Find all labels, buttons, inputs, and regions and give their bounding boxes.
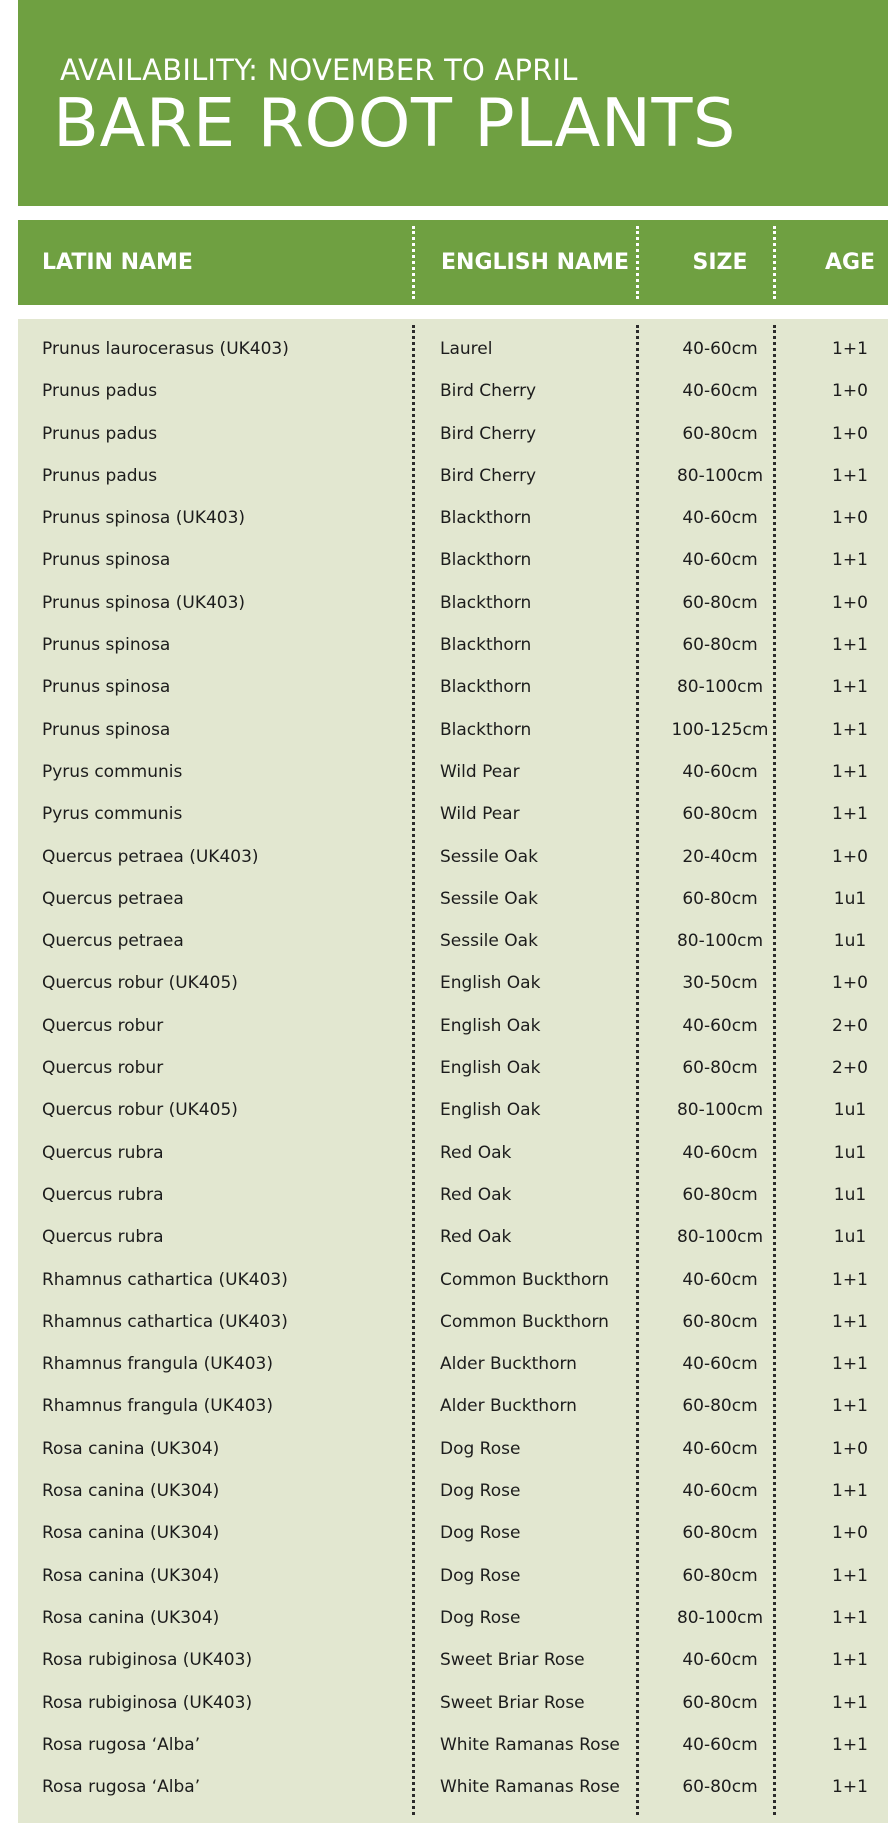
english-name-cell: Bird Cherry	[440, 423, 537, 444]
table-row	[18, 1089, 888, 1131]
latin-name-cell: Prunus spinosa	[42, 677, 171, 698]
age-cell: 1+1	[832, 1734, 868, 1755]
age-cell: 1+0	[832, 508, 868, 529]
size-cell: 60-80cm	[682, 1523, 758, 1544]
english-name-cell: Sweet Briar Rose	[440, 1692, 585, 1713]
latin-name-cell: Pyrus communis	[42, 804, 183, 825]
size-cell: 40-60cm	[682, 508, 758, 529]
age-cell: 1+1	[832, 465, 868, 486]
size-cell: 20-40cm	[682, 846, 758, 867]
table-header	[18, 220, 888, 305]
table-row	[18, 1470, 888, 1512]
latin-name-cell: Rosa rubiginosa (UK403)	[42, 1650, 253, 1671]
table-row	[18, 1639, 888, 1681]
size-cell: 60-80cm	[682, 804, 758, 825]
english-name-cell: Common Buckthorn	[440, 1269, 609, 1290]
english-name-cell: Dog Rose	[440, 1607, 521, 1628]
latin-name-cell: Quercus rubra	[42, 1184, 164, 1205]
latin-name-cell: Quercus rubra	[42, 1142, 164, 1163]
plant-table	[18, 319, 888, 1823]
header-size: SIZE	[692, 250, 748, 275]
latin-name-cell: Prunus spinosa	[42, 550, 171, 571]
table-body	[18, 328, 888, 1808]
header-latin-name: LATIN NAME	[42, 250, 193, 275]
size-cell: 60-80cm	[682, 1184, 758, 1205]
table-row	[18, 1216, 888, 1258]
size-cell: 60-80cm	[682, 1311, 758, 1332]
table-row	[18, 582, 888, 624]
size-cell: 60-80cm	[682, 1777, 758, 1798]
age-cell: 1+0	[832, 1438, 868, 1459]
latin-name-cell: Rosa canina (UK304)	[42, 1565, 220, 1586]
size-cell: 40-60cm	[682, 761, 758, 782]
table-row	[18, 962, 888, 1004]
english-name-cell: English Oak	[440, 1058, 541, 1079]
english-name-cell: English Oak	[440, 1100, 541, 1121]
age-cell: 1+0	[832, 846, 868, 867]
english-name-cell: Blackthorn	[440, 592, 532, 613]
english-name-cell: Sweet Briar Rose	[440, 1650, 585, 1671]
age-cell: 1u1	[833, 1100, 867, 1121]
latin-name-cell: Rosa rubiginosa (UK403)	[42, 1692, 253, 1713]
age-cell: 1+1	[832, 1269, 868, 1290]
age-cell: 1+1	[832, 635, 868, 656]
latin-name-cell: Quercus robur	[42, 1015, 164, 1036]
size-cell: 100-125cm	[671, 719, 769, 740]
latin-name-cell: Quercus rubra	[42, 1227, 164, 1248]
english-name-cell: Blackthorn	[440, 677, 532, 698]
english-name-cell: Bird Cherry	[440, 381, 537, 402]
size-cell: 40-60cm	[682, 339, 758, 359]
size-cell: 30-50cm	[682, 973, 758, 994]
english-name-cell: Dog Rose	[440, 1438, 521, 1459]
size-cell: 60-80cm	[682, 635, 758, 656]
english-name-cell: Alder Buckthorn	[440, 1354, 577, 1375]
table-row	[18, 497, 888, 539]
english-name-cell: White Ramanas Rose	[440, 1734, 620, 1755]
table-row	[18, 1174, 888, 1216]
age-cell: 1u1	[833, 931, 867, 952]
table-row	[18, 624, 888, 666]
latin-name-cell: Prunus padus	[42, 381, 158, 402]
latin-name-cell: Rosa rugosa ‘Alba’	[42, 1777, 201, 1798]
table-row	[18, 1385, 888, 1427]
table-row	[18, 413, 888, 455]
english-name-cell: Sessile Oak	[440, 888, 538, 909]
age-cell: 1+1	[832, 1354, 868, 1375]
age-cell: 1+0	[832, 973, 868, 994]
english-name-cell: Blackthorn	[440, 635, 532, 656]
age-cell: 1+1	[832, 1481, 868, 1502]
size-cell: 60-80cm	[682, 423, 758, 444]
age-cell: 1+1	[832, 339, 868, 359]
size-cell: 80-100cm	[676, 677, 764, 698]
latin-name-cell: Rosa canina (UK304)	[42, 1438, 220, 1459]
age-cell: 1+1	[832, 1565, 868, 1586]
english-name-cell: White Ramanas Rose	[440, 1777, 620, 1798]
latin-name-cell: Quercus robur (UK405)	[42, 973, 238, 994]
age-cell: 1u1	[833, 1184, 867, 1205]
table-row	[18, 920, 888, 962]
english-name-cell: Wild Pear	[440, 761, 520, 782]
size-cell: 60-80cm	[682, 1058, 758, 1079]
size-cell: 80-100cm	[676, 1607, 764, 1628]
table-row	[18, 709, 888, 751]
english-name-cell: Red Oak	[440, 1142, 512, 1163]
table-row	[18, 1766, 888, 1808]
size-cell: 40-60cm	[682, 1650, 758, 1671]
latin-name-cell: Prunus padus	[42, 423, 158, 444]
page-title: BARE ROOT PLANTS	[53, 84, 736, 162]
header-english-name: ENGLISH NAME	[441, 250, 629, 275]
english-name-cell: Blackthorn	[440, 550, 532, 571]
table-row	[18, 1597, 888, 1639]
table-row	[18, 1132, 888, 1174]
age-cell: 1+0	[832, 592, 868, 613]
latin-name-cell: Prunus spinosa (UK403)	[42, 592, 246, 613]
age-cell: 1+1	[832, 1607, 868, 1628]
english-name-cell: Sessile Oak	[440, 931, 538, 952]
latin-name-cell: Rosa rugosa ‘Alba’	[42, 1734, 201, 1755]
age-cell: 1+1	[832, 804, 868, 825]
english-name-cell: Sessile Oak	[440, 846, 538, 867]
size-cell: 80-100cm	[676, 465, 764, 486]
size-cell: 60-80cm	[682, 1396, 758, 1417]
age-cell: 1u1	[833, 888, 867, 909]
size-cell: 40-60cm	[682, 1142, 758, 1163]
english-name-cell: Red Oak	[440, 1184, 512, 1205]
table-row	[18, 1343, 888, 1385]
latin-name-cell: Prunus laurocerasus (UK403)	[42, 339, 289, 359]
table-row	[18, 666, 888, 708]
english-name-cell: Common Buckthorn	[440, 1311, 609, 1332]
latin-name-cell: Rosa canina (UK304)	[42, 1523, 220, 1544]
table-row	[18, 1428, 888, 1470]
age-cell: 1u1	[833, 1227, 867, 1248]
age-cell: 2+0	[832, 1058, 868, 1079]
table-row	[18, 539, 888, 581]
latin-name-cell: Quercus robur	[42, 1058, 164, 1079]
table-row	[18, 1724, 888, 1766]
age-cell: 1+1	[832, 550, 868, 571]
size-cell: 40-60cm	[682, 1438, 758, 1459]
header-age: AGE	[824, 250, 876, 275]
size-cell: 80-100cm	[676, 1227, 764, 1248]
english-name-cell: Laurel	[440, 339, 493, 359]
latin-name-cell: Prunus padus	[42, 465, 158, 486]
table-row	[18, 1682, 888, 1724]
age-cell: 1+1	[832, 677, 868, 698]
size-cell: 80-100cm	[676, 931, 764, 952]
size-cell: 40-60cm	[682, 381, 758, 402]
table-row	[18, 793, 888, 835]
size-cell: 40-60cm	[682, 1734, 758, 1755]
size-cell: 40-60cm	[682, 1354, 758, 1375]
latin-name-cell: Prunus spinosa (UK403)	[42, 508, 246, 529]
english-name-cell: English Oak	[440, 1015, 541, 1036]
english-name-cell: English Oak	[440, 973, 541, 994]
table-row	[18, 328, 888, 370]
table-row	[18, 1005, 888, 1047]
age-cell: 1u1	[833, 1142, 867, 1163]
latin-name-cell: Rhamnus cathartica (UK403)	[42, 1311, 288, 1332]
size-cell: 60-80cm	[682, 1692, 758, 1713]
age-cell: 1+1	[832, 1396, 868, 1417]
table-row	[18, 1259, 888, 1301]
header-divider	[636, 226, 639, 299]
latin-name-cell: Rosa canina (UK304)	[42, 1607, 220, 1628]
age-cell: 1+1	[832, 761, 868, 782]
header-divider	[412, 226, 415, 299]
latin-name-cell: Quercus petraea	[42, 888, 184, 909]
age-cell: 1+0	[832, 1523, 868, 1544]
age-cell: 2+0	[832, 1015, 868, 1036]
table-row	[18, 370, 888, 412]
age-cell: 1+1	[832, 1311, 868, 1332]
age-cell: 1+1	[832, 719, 868, 740]
size-cell: 60-80cm	[682, 1565, 758, 1586]
table-row	[18, 1047, 888, 1089]
table-row	[18, 1555, 888, 1597]
title-banner	[18, 0, 888, 206]
latin-name-cell: Rhamnus cathartica (UK403)	[42, 1269, 288, 1290]
english-name-cell: Bird Cherry	[440, 465, 537, 486]
size-cell: 40-60cm	[682, 1269, 758, 1290]
table-row	[18, 1301, 888, 1343]
age-cell: 1+0	[832, 423, 868, 444]
latin-name-cell: Pyrus communis	[42, 761, 183, 782]
age-cell: 1+1	[832, 1692, 868, 1713]
age-cell: 1+0	[832, 381, 868, 402]
age-cell: 1+1	[832, 1650, 868, 1671]
size-cell: 40-60cm	[682, 550, 758, 571]
latin-name-cell: Quercus robur (UK405)	[42, 1100, 238, 1121]
latin-name-cell: Prunus spinosa	[42, 719, 171, 740]
english-name-cell: Red Oak	[440, 1227, 512, 1248]
table-row	[18, 1512, 888, 1554]
size-cell: 40-60cm	[682, 1015, 758, 1036]
size-cell: 40-60cm	[682, 1481, 758, 1502]
latin-name-cell: Rhamnus frangula (UK403)	[42, 1354, 273, 1375]
size-cell: 60-80cm	[682, 592, 758, 613]
english-name-cell: Alder Buckthorn	[440, 1396, 577, 1417]
availability-subtitle: AVAILABILITY: NOVEMBER TO APRIL	[60, 53, 578, 87]
table-row	[18, 455, 888, 497]
english-name-cell: Dog Rose	[440, 1565, 521, 1586]
english-name-cell: Dog Rose	[440, 1523, 521, 1544]
latin-name-cell: Rhamnus frangula (UK403)	[42, 1396, 273, 1417]
english-name-cell: Blackthorn	[440, 508, 532, 529]
size-cell: 60-80cm	[682, 888, 758, 909]
latin-name-cell: Quercus petraea (UK403)	[42, 846, 259, 867]
table-row	[18, 751, 888, 793]
size-cell: 80-100cm	[676, 1100, 764, 1121]
table-row	[18, 836, 888, 878]
english-name-cell: Dog Rose	[440, 1481, 521, 1502]
latin-name-cell: Prunus spinosa	[42, 635, 171, 656]
latin-name-cell: Quercus petraea	[42, 931, 184, 952]
age-cell: 1+1	[832, 1777, 868, 1798]
english-name-cell: Wild Pear	[440, 804, 520, 825]
header-divider	[773, 226, 776, 299]
latin-name-cell: Rosa canina (UK304)	[42, 1481, 220, 1502]
table-row	[18, 878, 888, 920]
english-name-cell: Blackthorn	[440, 719, 532, 740]
